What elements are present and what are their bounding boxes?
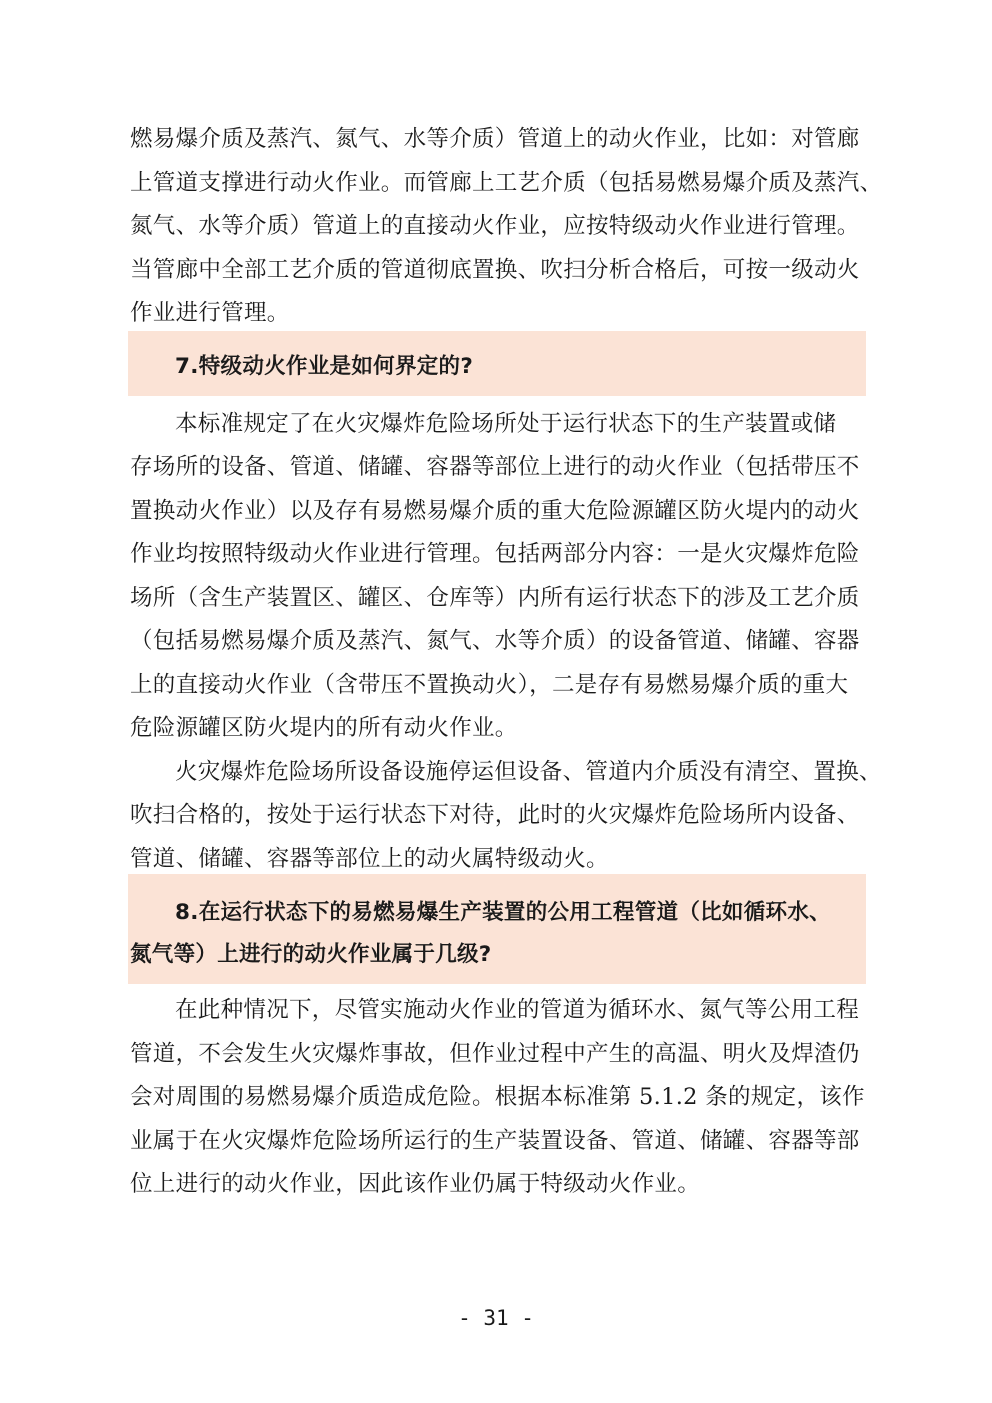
section7-para2-line-3: 管道、储罐、容器等部位上的动火属特级动火。 (130, 846, 609, 872)
page-number: - 31 - (458, 1306, 534, 1330)
intro-line-5: 作业进行管理。 (130, 300, 290, 326)
section8-para1-line-1: 在此种情况下，尽管实施动火作业的管道为循环水、氮气等公用工程 (175, 997, 860, 1023)
section7-para1-line-2: 存场所的设备、管道、储罐、容器等部位上进行的动火作业（包括带压不 (130, 454, 860, 480)
section7-para1-line-4: 作业均按照特级动火作业进行管理。包括两部分内容：一是火灾爆炸危险 (130, 541, 860, 567)
section7-heading: 7.特级动火作业是如何界定的? (175, 354, 474, 379)
section7-para1-line-5: 场所（含生产装置区、罐区、仓库等）内所有运行状态下的涉及工艺介质 (130, 585, 860, 611)
intro-line-2: 上管道支撑进行动火作业。而管廊上工艺介质（包括易燃易爆介质及蒸汽、 (130, 170, 883, 196)
section7-para1-line-1: 本标准规定了在火灾爆炸危险场所处于运行状态下的生产装置或储 (175, 411, 837, 437)
section7-para2-line-1: 火灾爆炸危险场所设备设施停运但设备、管道内介质没有清空、置换、 (175, 759, 882, 785)
intro-line-3: 氮气、水等介质）管道上的直接动火作业，应按特级动火作业进行管理。 (130, 213, 860, 239)
intro-line-4: 当管廊中全部工艺介质的管道彻底置换、吹扫分析合格后，可按一级动火 (130, 257, 860, 283)
section8-heading-line-2: 氮气等）上进行的动火作业属于几级? (130, 942, 492, 967)
section7-para1-line-3: 置换动火作业）以及存有易燃易爆介质的重大危险源罐区防火堤内的动火 (130, 498, 860, 524)
section7-para2-line-2: 吹扫合格的，按处于运行状态下对待，此时的火灾爆炸危险场所内设备、 (130, 802, 860, 828)
section8-para1-line-2: 管道，不会发生火灾爆炸事故，但作业过程中产生的高温、明火及焊渣仍 (130, 1041, 860, 1067)
intro-line-1: 燃易爆介质及蒸汽、氮气、水等介质）管道上的动火作业，比如：对管廊 (130, 126, 860, 152)
section7-para1-line-6: （包括易燃易爆介质及蒸汽、氮气、水等介质）的设备管道、储罐、容器 (130, 628, 860, 654)
section8-para1-line-5: 位上进行的动火作业，因此该作业仍属于特级动火作业。 (130, 1171, 701, 1197)
section8-heading-line-1: 8.在运行状态下的易燃易爆生产装置的公用工程管道（比如循环水、 (175, 900, 831, 925)
section8-para1-line-4: 业属于在火灾爆炸危险场所运行的生产装置设备、管道、储罐、容器等部 (130, 1128, 860, 1154)
section7-para1-line-8: 危险源罐区防火堤内的所有动火作业。 (130, 715, 518, 741)
section7-para1-line-7: 上的直接动火作业（含带压不置换动火），二是存有易燃易爆介质的重大 (130, 672, 849, 698)
section8-para1-line-3: 会对周围的易燃易爆介质造成危险。根据本标准第 5.1.2 条的规定，该作 (130, 1084, 865, 1110)
